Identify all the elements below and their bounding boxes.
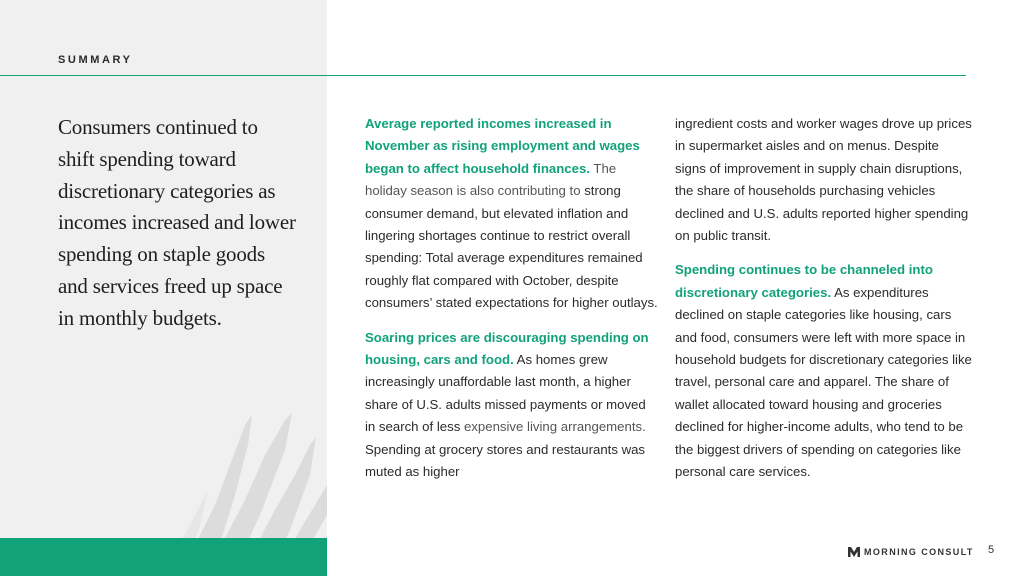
highlight-text: Soaring prices are discouraging spending on housing, cars and food.	[365, 329, 649, 368]
paragraph	[365, 113, 658, 315]
paragraph	[365, 327, 658, 484]
body-text: strong consumer demand, but elevated inflation and lingering shortages continue to restrict overall spending: Total average expenditures remained roughly flat compared with October, despite consumers’ stated expectations for higher outlays.	[365, 183, 658, 311]
body-text: ingredient costs and worker wages drove up prices in supermarket aisles and on menus. Despite signs of improvement in supply chain disruptions, the share of households purchasing vehicles declined and U.S. adults reported higher spending on public transit.	[675, 116, 972, 244]
body-text: As homes grew increasingly unaffordable last month, a higher share of U.S. adults missed payments or moved in search of less	[365, 352, 646, 435]
logo-text: MORNING CONSULT	[864, 547, 974, 557]
body-column-1	[365, 113, 658, 496]
paragraph	[675, 113, 973, 247]
muted-text: The holiday season is also contributing to	[365, 160, 617, 199]
muted-text: expensive living arrangements.	[463, 419, 646, 435]
highlight-text: Average reported incomes increased in November as rising employment and wages began to affect household finances.	[365, 116, 640, 176]
body-text: Spending at grocery stores and restaurants was muted as higher	[365, 441, 646, 480]
section-label: SUMMARY	[58, 54, 133, 66]
logo-mark-icon	[848, 547, 860, 557]
highlight-text: Spending continues to be channeled into discretionary categories.	[675, 262, 933, 300]
green-footer-band	[0, 538, 327, 576]
header-rule	[0, 75, 966, 76]
morning-consult-logo	[848, 545, 974, 559]
lead-summary: Consumers continued to shift spending toward discretionary categories as incomes increased and lower spending on staple goods and services freed up space in monthly budgets.	[58, 115, 296, 330]
body-column-2	[675, 113, 973, 496]
paragraph	[675, 259, 973, 483]
body-text: As expenditures declined on staple categories like housing, cars and food, consumers were left with more space in household budgets for discretionary categories like travel, personal care and apparel. The share of wallet allocated toward housing and groceries declined for higher-income adults, who tend to be the biggest drivers of spending on categories like personal care services.	[675, 284, 972, 480]
page-number: 5	[988, 544, 995, 556]
